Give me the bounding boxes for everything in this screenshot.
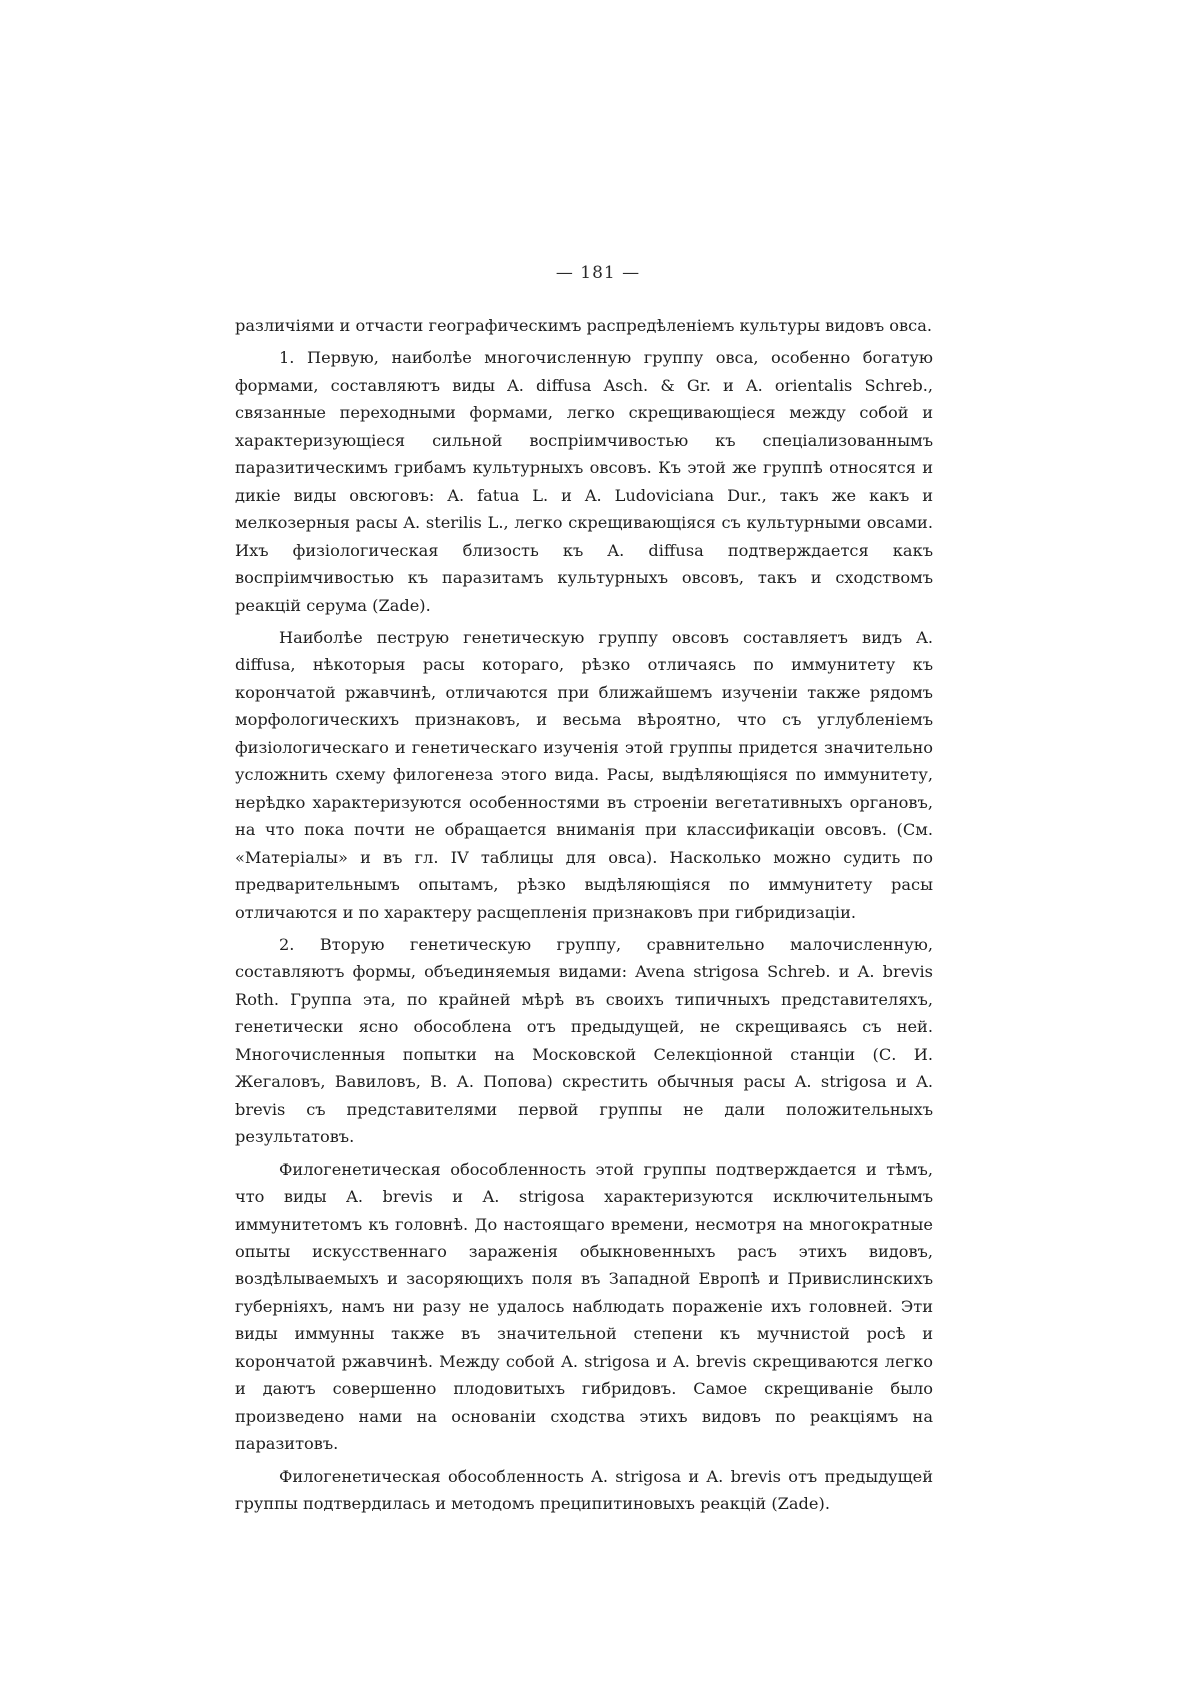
paragraph-phylogenetic-isolation: Филогенетическая обособленность этой группы подтверждается и тѣмъ, что виды A. brevis и A. strigosa характеризуются исключительнымъ иммунитетомъ къ головнѣ. До настоящаго времени, несмотря на многократные опыты искусственнаго зараженія обыкновенныхъ расъ этихъ видовъ, воздѣлываемыхъ и засоряющихъ поля въ Западной Европѣ и Привислинскихъ губерніяхъ, намъ ни разу не удалось наблюдать пораженіе ихъ головней. Эти виды иммунны также въ значительной степени къ мучнистой росѣ и корончатой ржавчинѣ. Между собой A. strigosa и A. brevis скрещиваются легко и даютъ совершенно плодовитыхъ гибридовъ. Самое скрещиваніе было произведено нами на основаніи сходства этихъ видовъ по реакціямъ на паразитовъ. (235, 1159, 933, 1454)
paragraph-group-2: 2. Вторую генетическую группу, сравнительно малочисленную, составляютъ формы, объединяемыя видами: Avena strigosa Schreb. и A. brevis Roth. Группа эта, по крайней мѣрѣ въ своихъ типичныхъ представителяхъ, генетически ясно обособлена отъ предыдущей, не скрещиваясь съ ней. Многочисленныя попытки на Московской Селекціонной станціи (С. И. Жегаловъ, Вавиловъ, В. А. Попова) скрестить обычныя расы A. strigosa и A. brevis съ представителями первой группы не дали положительныхъ результатовъ. (235, 934, 933, 1147)
paragraph-precipitin: Филогенетическая обособленность A. strigosa и A. brevis отъ предыдущей группы подтвердилась и методомъ преципитиновыхъ реакцій (Zade). (235, 1466, 933, 1514)
paragraph-diffusa: Наиболѣе пеструю генетическую группу овсовъ составляетъ видъ A. diffusa, нѣкоторыя расы котораго, рѣзко отличаясь по иммунитету къ корончатой ржавчинѣ, отличаются при ближайшемъ изученіи также рядомъ морфологическихъ признаковъ, и весьма вѣроятно, что съ углубленіемъ физіологическаго и генетическаго изученія этой группы придется значительно усложнить схему филогенеза этого вида. Расы, выдѣляющіяся по иммунитету, нерѣдко характеризуются особенностями въ строеніи вегетативныхъ органовъ, на что пока почти не обращается вниманія при классификаціи овсовъ. (См. «Матеріалы» и въ гл. IV таблицы для овса). Насколько можно судить по предварительнымъ опытамъ, рѣзко выдѣляющіяся по иммунитету расы отличаются и по характеру расщепленія признаковъ при гибридизаціи. (235, 627, 933, 922)
body-text (235, 312, 933, 1517)
paragraph-continuation: различіями и отчасти географическимъ распредѣленіемъ культуры видовъ овса. (235, 316, 933, 335)
page-number: — 181 — (555, 263, 641, 283)
paragraph-group-1: 1. Первую, наиболѣе многочисленную группу овса, особенно богатую формами, составляютъ виды A. diffusa Asch. & Gr. и A. orientalis Schreb., связанные переходными формами, легко скрещивающіеся между собой и характеризующіеся сильной воспріимчивостью къ спеціализованнымъ паразитическимъ грибамъ культурныхъ овсовъ. Къ этой же группѣ относятся и дикіе виды овсюговъ: A. fatua L. и A. Ludoviciana Dur., такъ же какъ и мелкозерныя расы A. sterilis L., легко скрещивающіяся съ культурными овсами. Ихъ физіологическая близость къ A. diffusa подтверждается какъ воспріимчивостью къ паразитамъ культурныхъ овсовъ, такъ и сходствомъ реакцій серума (Zade). (235, 348, 933, 615)
